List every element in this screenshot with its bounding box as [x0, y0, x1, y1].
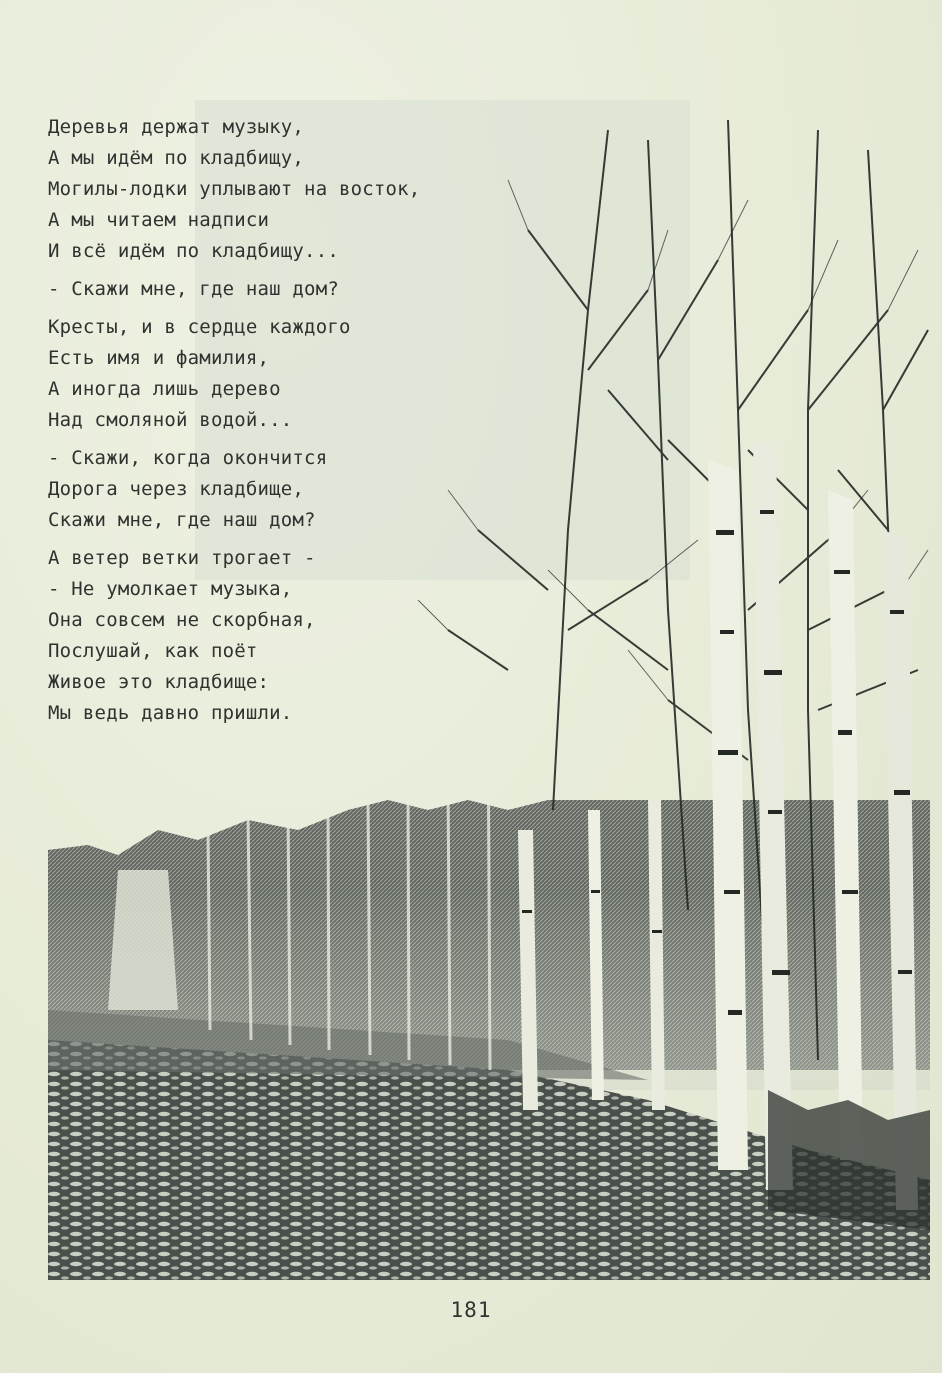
stanza — [48, 112, 488, 267]
poem-line: Над смоляной водой... — [48, 409, 293, 431]
stanza — [48, 274, 488, 305]
stanza — [48, 543, 488, 729]
poem-line: Дорога через кладбище, — [48, 478, 305, 500]
poem-line: Послушай, как поёт — [48, 640, 258, 662]
poem — [48, 112, 488, 736]
poem-line: А мы читаем надписи — [48, 209, 270, 231]
page-number: 181 — [450, 1298, 492, 1322]
poem-line: Она совсем не скорбная, — [48, 609, 316, 631]
poem-line: - Скажи, когда окончится — [48, 447, 328, 469]
poem-line: А мы идём по кладбищу, — [48, 147, 305, 169]
poem-line: - Скажи мне, где наш дом? — [48, 278, 339, 300]
poem-line: Мы ведь давно пришли. — [48, 702, 293, 724]
poem-line: А ветер ветки трогает - — [48, 547, 316, 569]
stanza — [48, 312, 488, 436]
poem-line: Есть имя и фамилия, — [48, 347, 270, 369]
poem-line: И всё идём по кладбищу... — [48, 240, 339, 262]
poem-line: Скажи мне, где наш дом? — [48, 509, 316, 531]
poem-line: Кресты, и в сердце каждого — [48, 316, 351, 338]
poem-line: - Не умолкает музыка, — [48, 578, 293, 600]
poem-line: Деревья держат музыку, — [48, 116, 305, 138]
poem-line: Могилы-лодки уплывают на восток, — [48, 178, 421, 200]
poem-line: А иногда лишь дерево — [48, 378, 281, 400]
poem-line: Живое это кладбище: — [48, 671, 270, 693]
stanza — [48, 443, 488, 536]
